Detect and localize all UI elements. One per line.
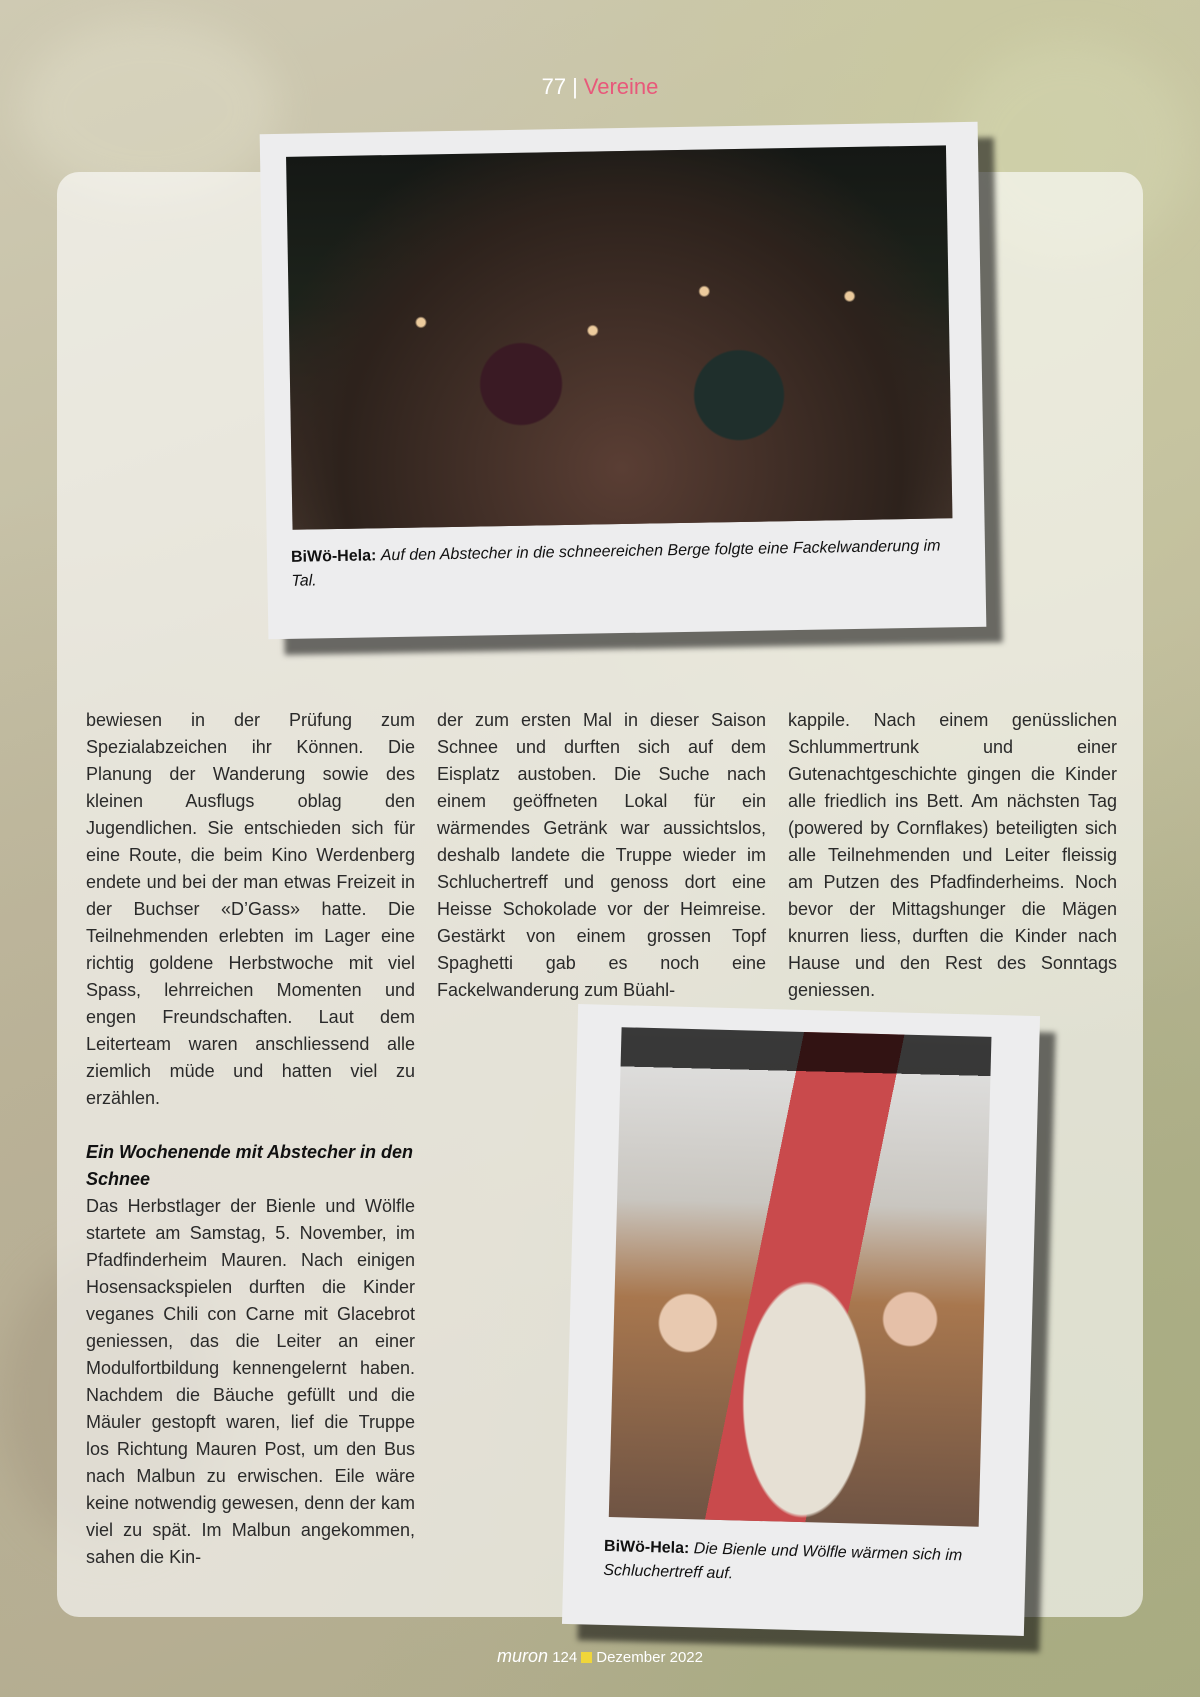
caption-text: Auf den Abstecher in die schneereichen Berge folgte eine Fackelwanderung im Tal. bbox=[291, 537, 941, 590]
article-column-3 bbox=[788, 707, 1117, 1004]
cafe-photo bbox=[609, 1027, 992, 1527]
caption-text: Die Bienle und Wölfle wärmen sich im Schluchertreff auf. bbox=[603, 1540, 963, 1583]
article-paragraph: der zum ersten Mal in dieser Saison Schnee und durften sich auf dem Eisplatz austoben. Die Suche nach einem geöffneten Lokal für ein wärmendes Getränk war aussichtslos, deshalb landete die Truppe wieder im Schluchertreff und genoss dort eine Heisse Schokolade vor der Heimreise. Gestärkt von einem grossen Topf Spaghetti gab es noch eine Fackelwanderung zum Büahl- bbox=[437, 710, 766, 1000]
section-title: Vereine bbox=[583, 74, 659, 99]
page-footer bbox=[0, 1646, 1200, 1667]
caption-label: BiWö-Hela: bbox=[290, 547, 377, 566]
article-paragraph: Das Herbstlager der Bienle und Wölfle startete am Samstag, 5. November, im Pfadfinderheim Mauren. Nach einigen Hosensackspielen durften die Kinder veganes Chili con Carne mit Glacebrot geniessen, das die Leiter an einer Modulfortbildung kennengelernt haben. Nachdem die Bäuche gefüllt und die Mäuler gestopft waren, lief die Truppe los Richtung Mauren Post, um den Bus nach Malbun zu erwischen. Eile wäre keine notwendig gewesen, denn der kam viel zu spät. Im Malbun angekommen, sahen die Kin- bbox=[86, 1196, 415, 1567]
photo-card-torch-walk bbox=[260, 122, 987, 639]
photo-caption bbox=[603, 1535, 994, 1593]
article-paragraph: bewiesen in der Prüfung zum Spezialabzeichen ihr Können. Die Planung der Wanderung sowie des kleinen Ausflugs oblag den Jugendlichen. Sie entschieden sich für eine Route, die beim Kino Werdenberg endete und bei der man etwas Freizeit in der Buchser «D’Gass» hatte. Die Teilnehmenden erlebten im Lager eine richtig goldene Herbstwoche mit viel Spass, lehrreichen Momenten und engen Freundschaften. Laut dem Leiterteam waren anschliessend alle ziemlich müde und hatten viel zu erzählen. bbox=[86, 710, 415, 1108]
article-column-1 bbox=[86, 707, 415, 1571]
issue-number: 124 bbox=[552, 1649, 578, 1666]
torch-walk-photo bbox=[286, 145, 952, 529]
photo-card-cafe bbox=[562, 1004, 1040, 1636]
photo-caption bbox=[291, 534, 952, 594]
article-paragraph: kappile. Nach einem genüsslichen Schlummertrunk und einer Gutenachtgeschichte gingen die Kinder alle friedlich ins Bett. Am nächsten Tag (powered by Cornflakes) beteiligten sich alle Teilnehmenden und Leiter fleissig am Putzen des Pfadfinderheims. Noch bevor der Mittagshunger die Mägen knurren liess, durften die Kinder nach Hause und den Rest des Sonntags geniessen. bbox=[788, 710, 1117, 1000]
caption-label: BiWö-Hela: bbox=[603, 1537, 690, 1558]
page-header bbox=[0, 74, 1200, 100]
magazine-brand: muron bbox=[497, 1646, 549, 1666]
article-subheading: Ein Wochenende mit Abstecher in den Schnee bbox=[86, 1142, 414, 1189]
header-separator: | bbox=[572, 74, 578, 99]
article-column-2 bbox=[437, 707, 766, 1004]
page-number: 77 bbox=[541, 74, 567, 99]
square-bullet-icon bbox=[581, 1652, 592, 1663]
issue-date: Dezember 2022 bbox=[596, 1649, 703, 1666]
